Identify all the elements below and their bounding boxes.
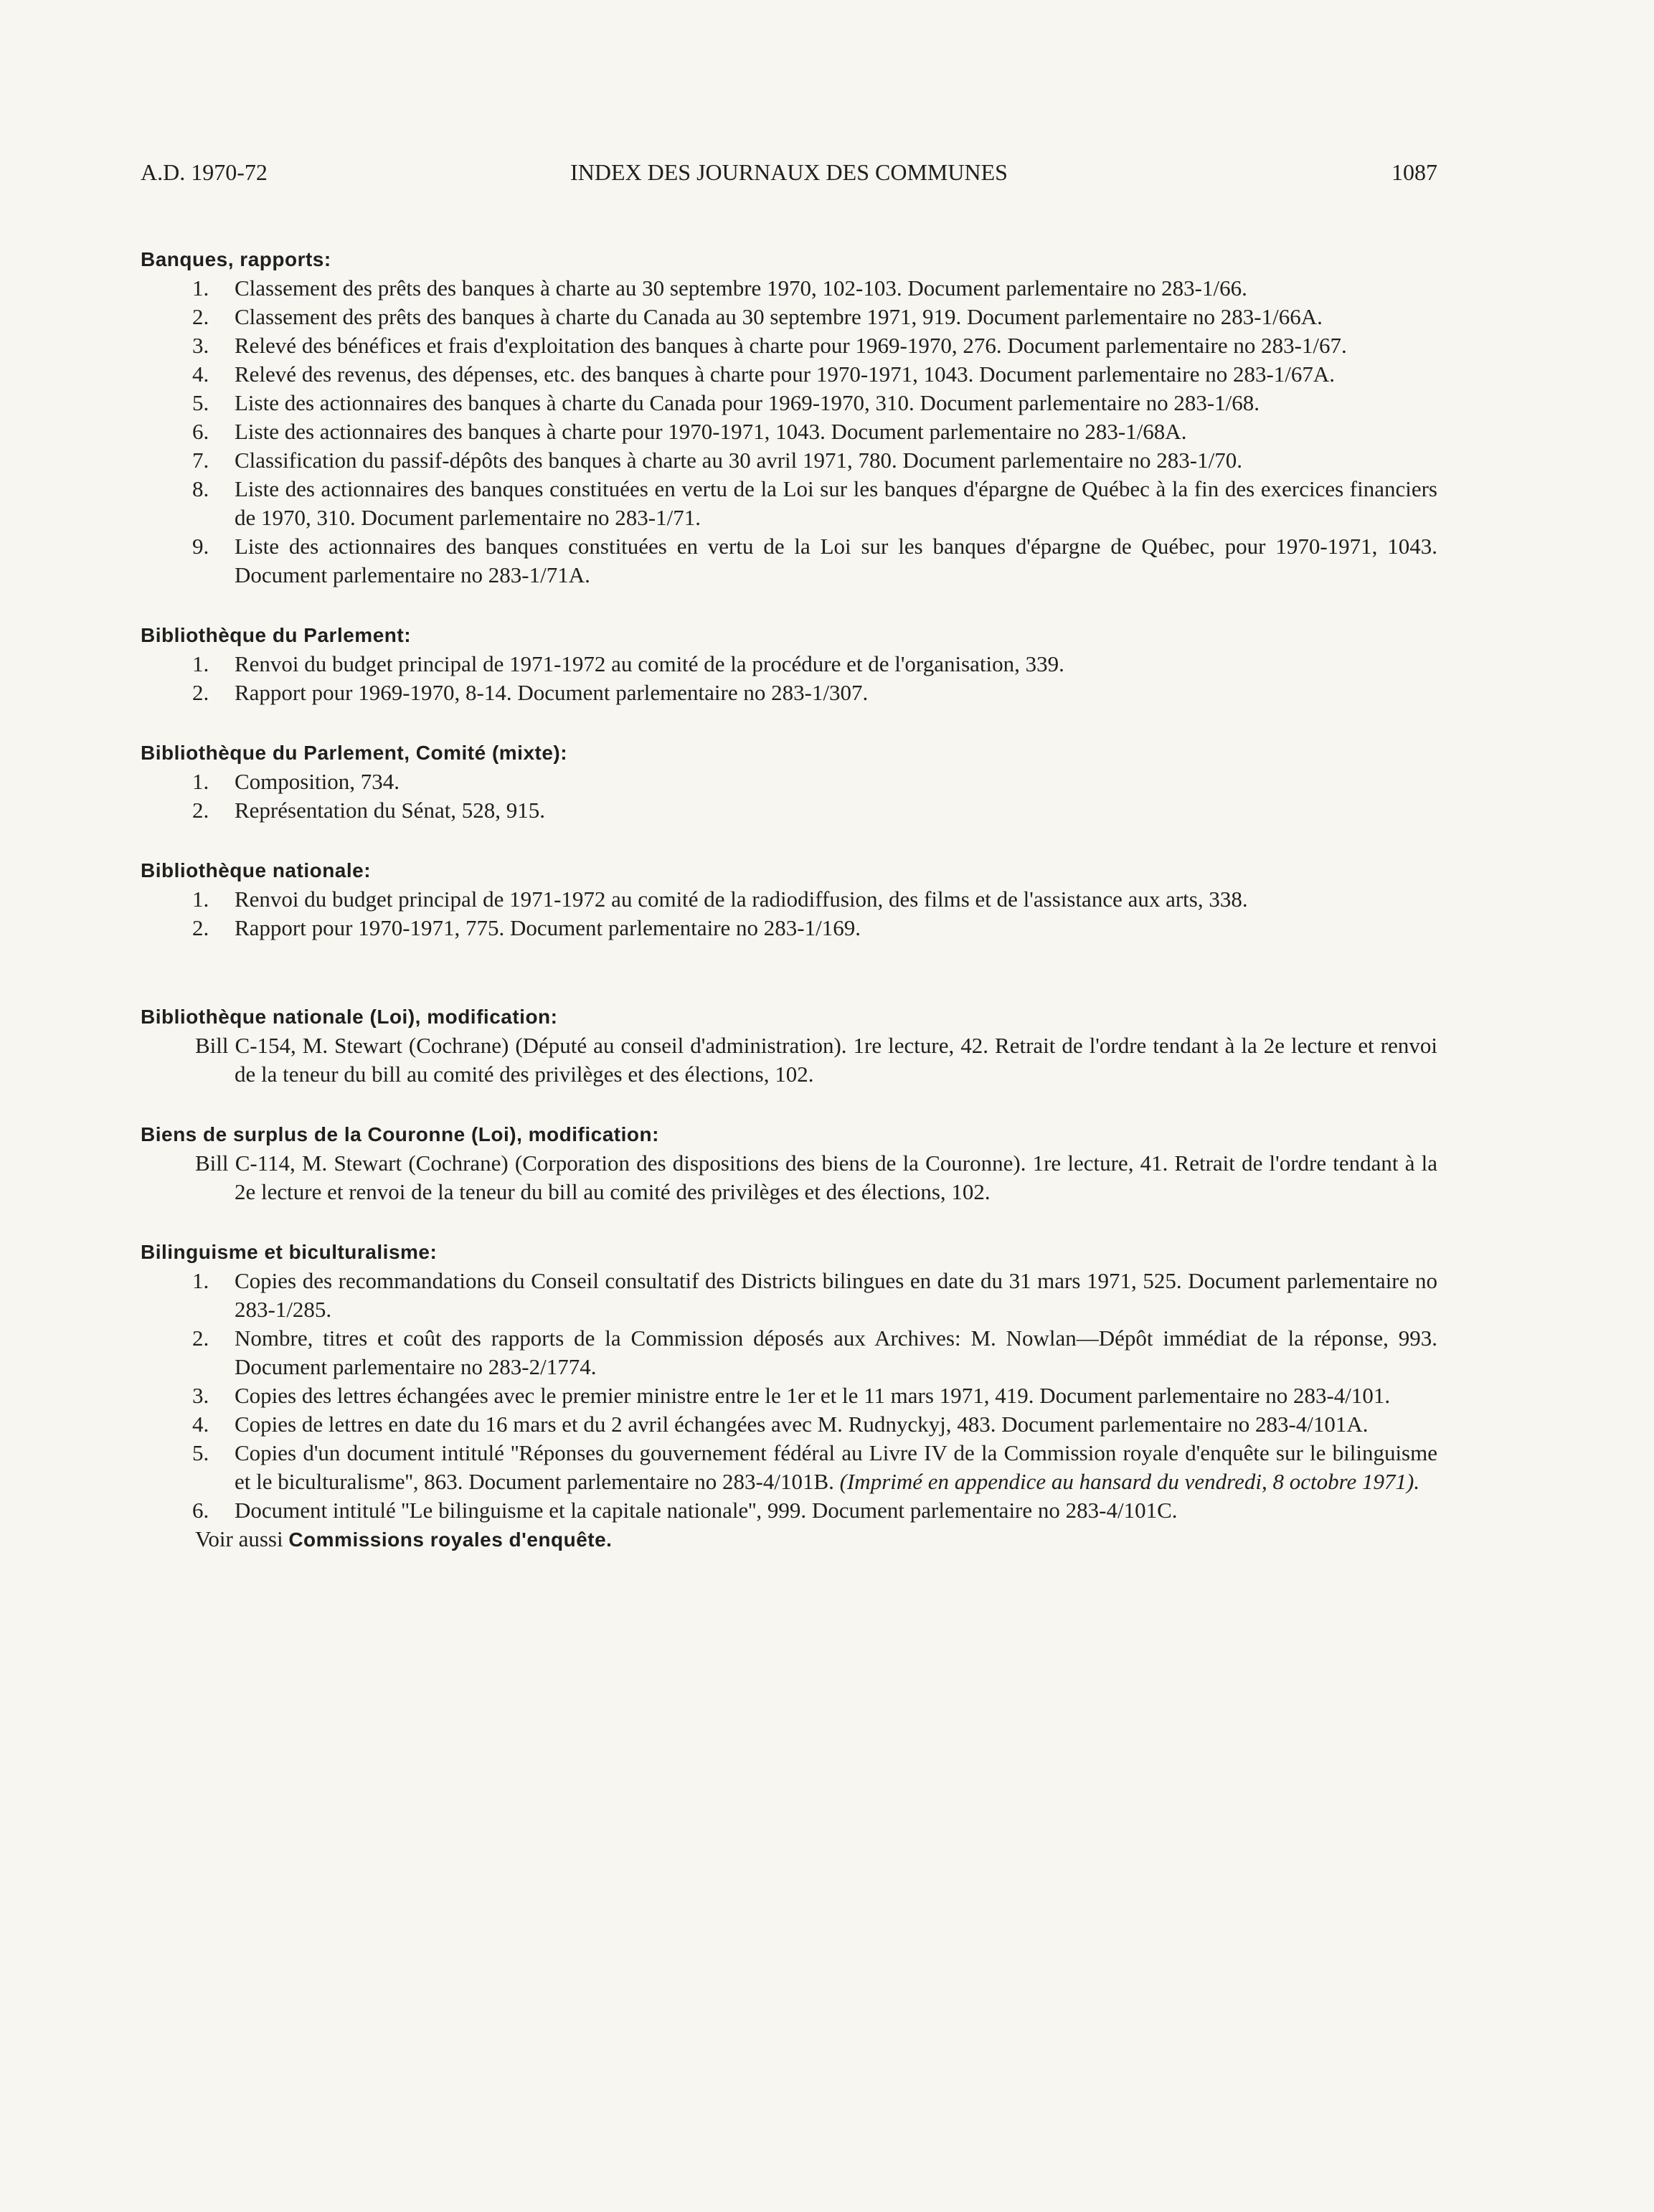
list-item [141, 767, 1437, 796]
list-item [141, 1410, 1437, 1439]
list-item [141, 389, 1437, 417]
index-section-bibliotheque-nationale [141, 856, 1437, 942]
bill-entry: Bill C-154, M. Stewart (Cochrane) (Député au conseil d'administration). 1re lecture, 42. Retrait de l'ordre tendant à la 2e lecture et renvoi de la teneur du bill au comité des privilèges et des élections, 102. [195, 1033, 1437, 1087]
section-heading: Banques, rapports: [141, 248, 331, 270]
entry-list [141, 885, 1437, 942]
header-title: INDEX DES JOURNAUX DES COMMUNES [570, 159, 1008, 185]
index-section-bibliotheque-parlement [141, 621, 1437, 707]
list-item [141, 331, 1437, 360]
item-number: 1. [192, 275, 209, 301]
list-item [141, 796, 1437, 825]
item-number: 5. [192, 390, 209, 415]
item-number: 6. [192, 1498, 209, 1523]
item-text: Classement des prêts des banques à charte au 30 septembre 1970, 102-103. Document parlementaire no 283-1/66. [235, 275, 1247, 301]
list-item [141, 650, 1437, 679]
index-section-bibliotheque-nationale-loi [141, 1003, 1437, 1089]
item-number: 2. [192, 680, 209, 705]
item-number: 5. [192, 1440, 209, 1465]
item-text: Nombre, titres et coût des rapports de la Commission déposés aux Archives: M. Nowlan—Dépôt immédiat de la réponse, 993. Document parlementaire no 283-2/1774. [235, 1325, 1437, 1379]
item-text: Liste des actionnaires des banques constituées en vertu de la Loi sur les banques d'épargne de Québec, pour 1970-1971, 1043. Document parlementaire no 283-1/71A. [235, 534, 1437, 587]
item-text: Classement des prêts des banques à charte du Canada au 30 septembre 1971, 919. Document parlementaire no 283-1/66A. [235, 304, 1323, 329]
list-item [141, 475, 1437, 532]
see-also-reference: Commissions royales d'enquête. [288, 1528, 613, 1551]
item-text: Liste des actionnaires des banques à charte pour 1970-1971, 1043. Document parlementaire no 283-1/68A. [235, 419, 1187, 444]
index-content [141, 245, 1437, 1554]
list-item [141, 360, 1437, 389]
item-number: 4. [192, 361, 209, 387]
list-item [141, 1381, 1437, 1410]
list-item [141, 417, 1437, 446]
item-number: 3. [192, 1383, 209, 1408]
item-text: Rapport pour 1969-1970, 8-14. Document parlementaire no 283-1/307. [235, 680, 869, 705]
list-item [141, 532, 1437, 590]
section-heading: Biens de surplus de la Couronne (Loi), modification: [141, 1123, 659, 1145]
see-also [141, 1525, 1437, 1554]
item-text: Renvoi du budget principal de 1971-1972 au comité de la radiodiffusion, des films et de l'assistance aux arts, 338. [235, 887, 1248, 912]
item-number: 4. [192, 1412, 209, 1437]
see-also-prefix: Voir aussi [195, 1526, 283, 1551]
list-item [141, 1439, 1437, 1496]
item-number: 9. [192, 534, 209, 559]
bill-entry: Bill C-114, M. Stewart (Cochrane) (Corporation des dispositions des biens de la Couronne). 1re lecture, 41. Retrait de l'ordre tendant à la 2e lecture et renvoi de la teneur du bill au comité des privilèges et des élections, 102. [195, 1150, 1437, 1204]
section-heading: Bibliothèque nationale: [141, 859, 372, 882]
item-text: Copies des lettres échangées avec le premier ministre entre le 1er et le 11 mars 1971, 419. Document parlementaire no 283-4/101. [235, 1383, 1391, 1408]
list-item [141, 1324, 1437, 1381]
section-heading: Bibliothèque du Parlement: [141, 624, 412, 646]
section-heading: Bibliothèque nationale (Loi), modification: [141, 1006, 558, 1028]
entry-list [141, 1267, 1437, 1525]
section-heading: Bilinguisme et biculturalisme: [141, 1241, 438, 1263]
item-text: Relevé des revenus, des dépenses, etc. des banques à charte pour 1970-1971, 1043. Document parlementaire no 283-1/67A. [235, 361, 1336, 387]
entry-list [141, 274, 1437, 590]
entry-list [141, 767, 1437, 825]
item-number: 2. [192, 1325, 209, 1351]
item-text: Composition, 734. [235, 769, 400, 794]
item-text: Rapport pour 1970-1971, 775. Document parlementaire no 283-1/169. [235, 915, 861, 940]
item-text: Classification du passif-dépôts des banques à charte au 30 avril 1971, 780. Document parlementaire no 283-1/70. [235, 448, 1242, 473]
item-text: Représentation du Sénat, 528, 915. [235, 798, 546, 823]
item-text: Renvoi du budget principal de 1971-1972 au comité de la procédure et de l'organisation, 339. [235, 651, 1064, 676]
list-item [141, 914, 1437, 942]
item-text: Liste des actionnaires des banques à charte du Canada pour 1969-1970, 310. Document parlementaire no 283-1/68. [235, 390, 1260, 415]
index-section-biens-surplus-couronne [141, 1120, 1437, 1206]
item-text: Liste des actionnaires des banques constituées en vertu de la Loi sur les banques d'épargne de Québec à la fin des exercices financiers de 1970, 310. Document parlementaire no 283-1/71. [235, 476, 1437, 530]
section-heading: Bibliothèque du Parlement, Comité (mixte): [141, 742, 568, 764]
list-item [141, 446, 1437, 475]
item-text: Copies d'un document intitulé ''Réponses du gouvernement fédéral au Livre IV de la Commission royale d'enquête sur le bilinguisme et le biculturalisme'', 863. Document parlementaire no 283-4/101B. [235, 1440, 1437, 1494]
entry-list [141, 650, 1437, 707]
item-number: 6. [192, 419, 209, 444]
running-head [141, 156, 1437, 188]
list-item [141, 303, 1437, 331]
item-text: Relevé des bénéfices et frais d'exploitation des banques à charte pour 1969-1970, 276. Document parlementaire no 283-1/67. [235, 333, 1347, 358]
list-item [141, 274, 1437, 303]
item-number: 1. [192, 651, 209, 676]
item-text: Copies des recommandations du Conseil consultatif des Districts bilingues en date du 31 mars 1971, 525. Document parlementaire no 283-1/285. [235, 1268, 1437, 1322]
item-number: 2. [192, 304, 209, 329]
item-number: 3. [192, 333, 209, 358]
item-note: (Imprimé en appendice au hansard du vendredi, 8 octobre 1971). [839, 1469, 1420, 1494]
item-text: Copies de lettres en date du 16 mars et du 2 avril échangées avec M. Rudnyckyj, 483. Document parlementaire no 283-4/101A. [235, 1412, 1369, 1437]
list-item [141, 1496, 1437, 1525]
list-item [141, 1267, 1437, 1324]
page-number: 1087 [1391, 159, 1437, 185]
item-text: Document intitulé ''Le bilinguisme et la capitale nationale'', 999. Document parlementaire no 283-4/101C. [235, 1498, 1178, 1523]
item-number: 8. [192, 476, 209, 501]
item-number: 1. [192, 887, 209, 912]
index-section-bilinguisme [141, 1238, 1437, 1554]
list-item [141, 885, 1437, 914]
item-number: 2. [192, 798, 209, 823]
item-number: 1. [192, 769, 209, 794]
item-number: 1. [192, 1268, 209, 1293]
item-number: 2. [192, 915, 209, 940]
header-date-range: A.D. 1970-72 [141, 159, 268, 185]
item-number: 7. [192, 448, 209, 473]
index-section-bibliotheque-comite-mixte [141, 739, 1437, 825]
list-item [141, 679, 1437, 707]
index-section-banques-rapports [141, 245, 1437, 590]
